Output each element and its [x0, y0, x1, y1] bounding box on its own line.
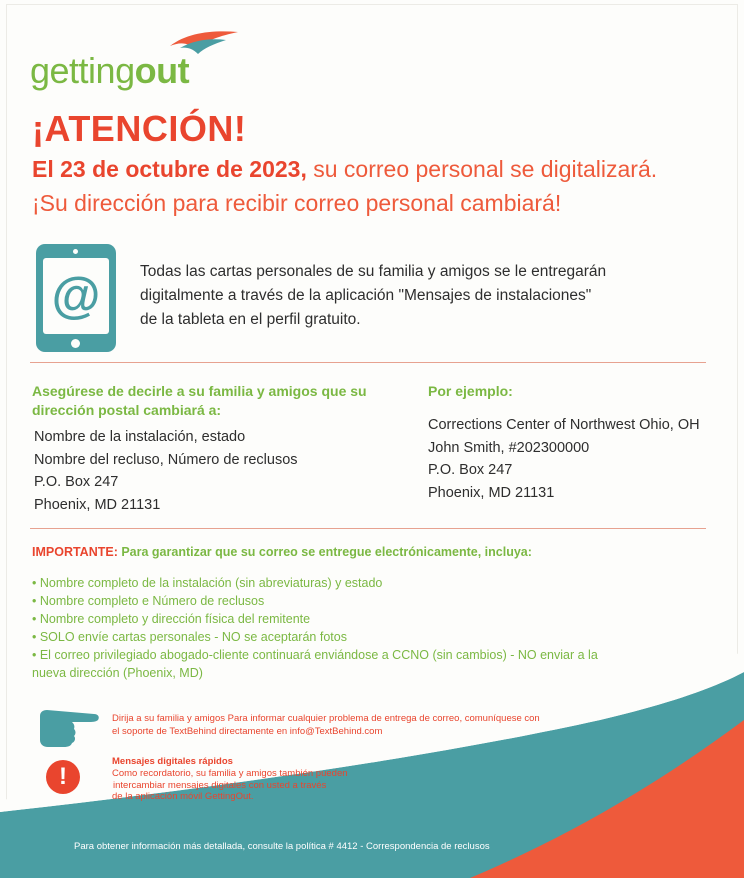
- exclamation-icon: [46, 760, 80, 794]
- address-example: [428, 414, 700, 504]
- address-line: Nombre de la instalación, estado: [34, 429, 246, 445]
- intro-paragraph: [140, 260, 680, 332]
- tablet-camera: [73, 249, 78, 254]
- intro-line: digitalmente a través de la aplicación "Mensajes de instalaciones": [140, 287, 592, 304]
- address-change-line: ¡Su dirección para recibir correo personal cambiará!: [32, 190, 562, 216]
- tablet-icon: [36, 244, 116, 352]
- tell-family-heading: Asegúrese de decirle a su familia y amigos que su dirección postal cambiará a:: [32, 383, 367, 418]
- direction-note: [112, 712, 540, 738]
- divider-bottom: [30, 528, 706, 529]
- divider-top: [30, 362, 706, 363]
- fast-messages-body: [112, 768, 348, 803]
- example-line: Phoenix, MD 21131: [428, 484, 555, 501]
- list-item: • SOLO envíe cartas personales - NO se aceptarán fotos: [32, 630, 347, 644]
- fast-messages-line: de la aplicación móvil GettingOut.: [112, 791, 254, 802]
- fast-messages-line: intercambiar mensajes digitales con usted a través: [113, 779, 327, 791]
- attention-headline: ¡ATENCIÓN!: [32, 108, 247, 149]
- fast-messages-line: Como recordatorio, su familia y amigos también pueden: [112, 768, 348, 779]
- important-text: Para garantizar que su correo se entregue electrónicamente, incluya:: [117, 545, 532, 559]
- list-item: • Nombre completo de la instalación (sin abreviaturas) y estado: [32, 576, 383, 590]
- list-item: • El correo privilegiado abogado-cliente continuará enviándose a CCNO (sin cambios) - NO enviar a la: [32, 648, 598, 662]
- at-sign-icon: @: [51, 267, 101, 323]
- fast-messages-title: Mensajes digitales rápidos: [112, 756, 233, 767]
- direction-line: el soporte de TextBehind directamente en info@TextBehind.com: [112, 726, 383, 737]
- logo-out: out: [134, 50, 190, 91]
- pointing-hand-icon: [38, 708, 100, 748]
- important-label: IMPORTANTE:: [32, 545, 118, 559]
- address-line: Nombre del recluso, Número de reclusos: [34, 451, 298, 468]
- important-line: [32, 545, 532, 559]
- direction-line: Dirija a su familia y amigos Para informar cualquier problema de entrega de correo, comuníquese con: [112, 713, 540, 724]
- intro-line: Todas las cartas personales de su familia y amigos se le entregarán: [140, 263, 607, 280]
- logo-getting: getting: [30, 50, 135, 91]
- example-line: John Smith, #202300000: [428, 439, 590, 456]
- date-line-bold: El 23 de octubre de 2023,: [32, 156, 307, 182]
- tablet-screen: [43, 258, 109, 334]
- policy-footer: Para obtener información más detallada, consulte la política # 4412 - Correspondencia de reclusos: [74, 841, 490, 852]
- address-line: Phoenix, MD 21131: [34, 496, 161, 513]
- example-line: Corrections Center of Northwest Ohio, OH: [428, 417, 700, 433]
- gettingout-logo: [30, 26, 240, 96]
- exclamation-glyph: !: [59, 763, 67, 790]
- address-template: [34, 426, 298, 516]
- tablet-home-button: [71, 339, 80, 348]
- intro-line: de la tableta en el perfil gratuito.: [140, 311, 361, 328]
- address-line: P.O. Box 247: [34, 474, 119, 490]
- example-heading: Por ejemplo:: [428, 383, 513, 399]
- list-item: nueva dirección (Phoenix, MD): [32, 666, 203, 680]
- date-line: [32, 156, 657, 183]
- requirements-list: [32, 574, 672, 682]
- list-item: • Nombre completo y dirección física del remitente: [32, 612, 311, 626]
- date-line-rest: su correo personal se digitalizará.: [306, 156, 658, 182]
- list-item: • Nombre completo e Número de reclusos: [32, 594, 265, 608]
- logo-wordmark: [30, 50, 189, 92]
- example-line: P.O. Box 247: [428, 462, 513, 478]
